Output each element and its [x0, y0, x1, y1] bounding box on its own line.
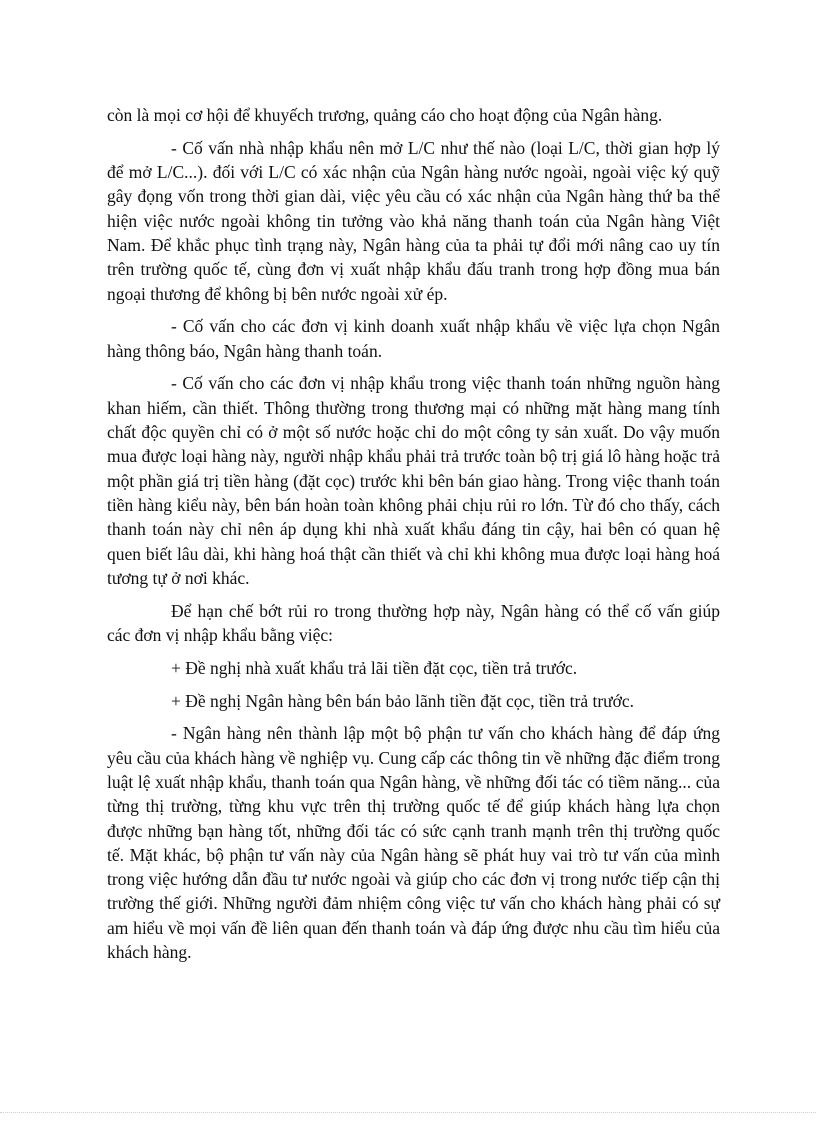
paragraph-7: + Đề nghị Ngân hàng bên bán bảo lãnh tiền đặt cọc, tiền trả trước.	[171, 690, 635, 711]
paragraph-1: còn là mọi cơ hội để khuyếch trương, quảng cáo cho hoạt động của Ngân hàng.	[107, 105, 663, 125]
paragraph-8: - Ngân hàng nên thành lập một bộ phận tư vấn cho khách hàng để đáp ứng yêu cầu của khách hàng về nghiệp vụ. Cung cấp các thông tin về những đặc điểm trong luật lệ xuất nhập khẩu, thanh toán qua Ngân hàng, về những đối tác có tiềm năng... của từng thị trường, từng khu vực trên thị trường quốc tế để giúp khách hàng lựa chọn được những bạn hàng tốt, những đối tác có sức cạnh tranh mạnh trên thị trường quốc tế. Mặt khác, bộ phận tư vấn này của Ngân hàng sẽ phát huy vai trò tư vấn của mình trong việc hướng dẫn đầu tư nước ngoài và giúp cho các đơn vị trong nước tiếp cận thị trường thế giới. Những người đảm nhiệm công việc tư vấn cho khách hàng phải có sự am hiểu về mọi vấn đề liên quan đến thanh toán và đáp ứng được nhu cầu tìm hiểu của khách hàng.	[107, 723, 720, 962]
paragraph-3: - Cố vấn cho các đơn vị kinh doanh xuất nhập khẩu về việc lựa chọn Ngân hàng thông báo, Ngân hàng thanh toán.	[107, 316, 720, 361]
page-bottom-divider	[0, 1112, 816, 1113]
paragraph-4: - Cố vấn cho các đơn vị nhập khẩu trong việc thanh toán những nguồn hàng khan hiếm, cần thiết. Thông thường trong thương mại có những mặt hàng mang tính chất độc quyền chỉ có ở một số nước hoặc chỉ do một công ty sản xuất. Do vậy muốn mua được loại hàng này, người nhập khẩu phải trả trước toàn bộ trị giá lô hàng hoặc trả một phần giá trị tiền hàng (đặt cọc) trước khi bên bán giao hàng. Trong việc thanh toán tiền hàng kiểu này, bên bán hoàn toàn không phải chịu rủi ro lớn. Từ đó cho thấy, cách thanh toán này chỉ nên áp dụng khi nhà xuất khẩu đáng tin cậy, hai bên có quan hệ quen biết lâu dài, khi hàng hoá thật cần thiết và chỉ khi không mua được loại hàng hoá tương tự ở nơi khác.	[107, 373, 720, 588]
paragraph-6: + Đề nghị nhà xuất khẩu trả lãi tiền đặt cọc, tiền trả trước.	[171, 657, 578, 678]
paragraph-5: Để hạn chế bớt rủi ro trong thường hợp này, Ngân hàng có thể cố vấn giúp các đơn vị nhập khẩu bằng việc:	[107, 600, 720, 645]
document-page	[107, 103, 720, 973]
paragraph-2: - Cố vấn nhà nhập khẩu nên mở L/C như thế nào (loại L/C, thời gian hợp lý để mở L/C...). đối với L/C có xác nhận của Ngân hàng nước ngoài, ngoài việc ký quỹ gây đọng vốn trong thời gian dài, việc yêu cầu có xác nhận của Ngân hàng thứ ba thể hiện việc nước ngoài không tin tưởng vào khả năng thanh toán của Ngân hàng Việt Nam. Để khắc phục tình trạng này, Ngân hàng của ta phải tự đổi mới nâng cao uy tín trên trường quốc tế, cùng đơn vị xuất nhập khẩu đấu tranh trong hợp đồng mua bán ngoại thương để không bị bên nước ngoài xử ép.	[107, 137, 720, 304]
